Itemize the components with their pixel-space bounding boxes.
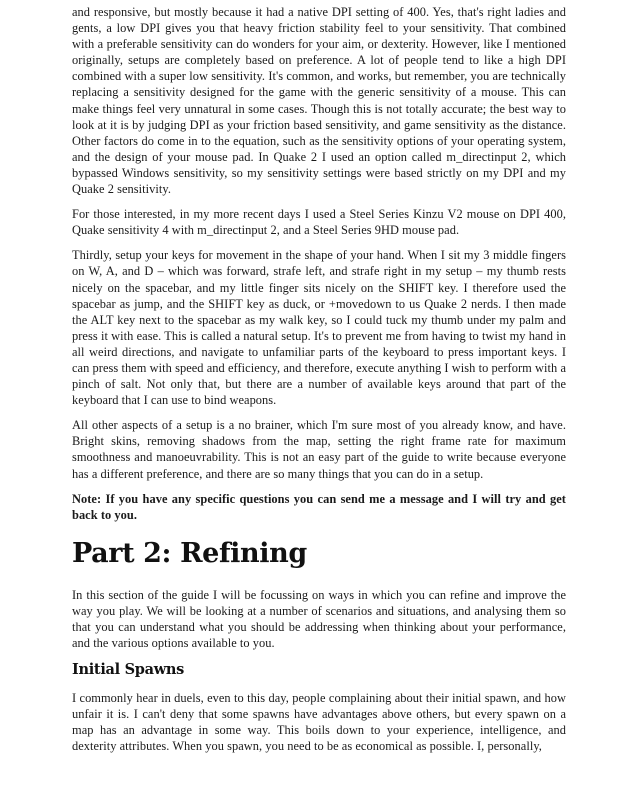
document-page: [72, 4, 566, 764]
section-heading: Initial Spawns: [72, 661, 184, 679]
paragraph-key-setup: Thirdly, setup your keys for movement in the shape of your hand. When I sit my 3 middle fingers on W, A, and D – which was forward, strafe left, and strafe right in my setup – my thumb rests nicely on the spacebar, and my little finger sits nicely on the SHIFT key. I therefore used the spacebar as jump, and the SHIFT key as duck, or +movedown to us Quake 2 nerds. I then made the ALT key next to the spacebar as my walk key, so I could tuck my thumb under my palm and press it with ease. This is called a natural setup. It's to prevent me from having to twist my hand in all weird directions, and navigate to unfamiliar parts of the keyboard to press important keys. I can press them with speed and efficiency, and therefore, execute anything I wish to perform with a pinch of salt. Not only that, but there are a number of available keys around that part of the keyboard that I can use to bind weapons.: [72, 248, 566, 408]
part-heading: Part 2: Refining: [72, 537, 307, 569]
note-paragraph: Note: If you have any specific questions you can send me a message and I will try and get back to you.: [72, 491, 566, 522]
part-intro-paragraph: In this section of the guide I will be focussing on ways in which you can refine and improve the way you play. We will be looking at a number of scenarios and situations, and analysing them so that you can understand what you should be addressing when thinking about your performance, and the various options available to you.: [72, 587, 566, 651]
paragraph-dpi-sensitivity: and responsive, but mostly because it had a native DPI setting of 400. Yes, that's right ladies and gents, a low DPI gives you that heavy friction stability feel to your sensitivity. That combined with a preferable sensitivity can do wonders for your aim, or dexterity. However, like I mentioned originally, setups are completely based on preference. A lot of people tend to like a high DPI combined with a super low sensitivity. It's common, and works, but remember, you are technically replacing a sensitivity designed for the game with the generic sensitivity of a mouse. This can make things feel very unnatural in some cases. Though this is not totally accurate; the best way to look at it is by judging DPI as your friction based sensitivity, and game sensitivity as the distance. Other factors do come in to the equation, such as the sensitivity options of your operating system, and the design of your mouse pad. In Quake 2 I used an option called m_directinput 2, which bypassed Windows sensitivity, so my sensitivity settings were based strictly on my DPI and my Quake 2 sensitivity.: [72, 5, 566, 197]
paragraph-hardware-setup: For those interested, in my more recent days I used a Steel Series Kinzu V2 mouse on DPI 400, Quake sensitivity 4 with m_directinput 2, and a Steel Series 9HD mouse pad.: [72, 207, 566, 238]
paragraph-other-aspects: All other aspects of a setup is a no brainer, which I'm sure most of you already know, and have. Bright skins, removing shadows from the map, setting the right frame rate for maximum smoothness and manoeuvrability. This is not an easy part of the guide to write because everyone has a different preference, and there are so many things that you can do in a setup.: [72, 418, 566, 481]
section-paragraph: I commonly hear in duels, even to this day, people complaining about their initial spawn, and how unfair it is. I can't deny that some spawns have advantages above others, but every spawn on a map has an advantage in some way. This boils down to your experience, intelligence, and dexterity attributes. When you spawn, you need to be as economical as possible. I, personally,: [72, 691, 566, 754]
